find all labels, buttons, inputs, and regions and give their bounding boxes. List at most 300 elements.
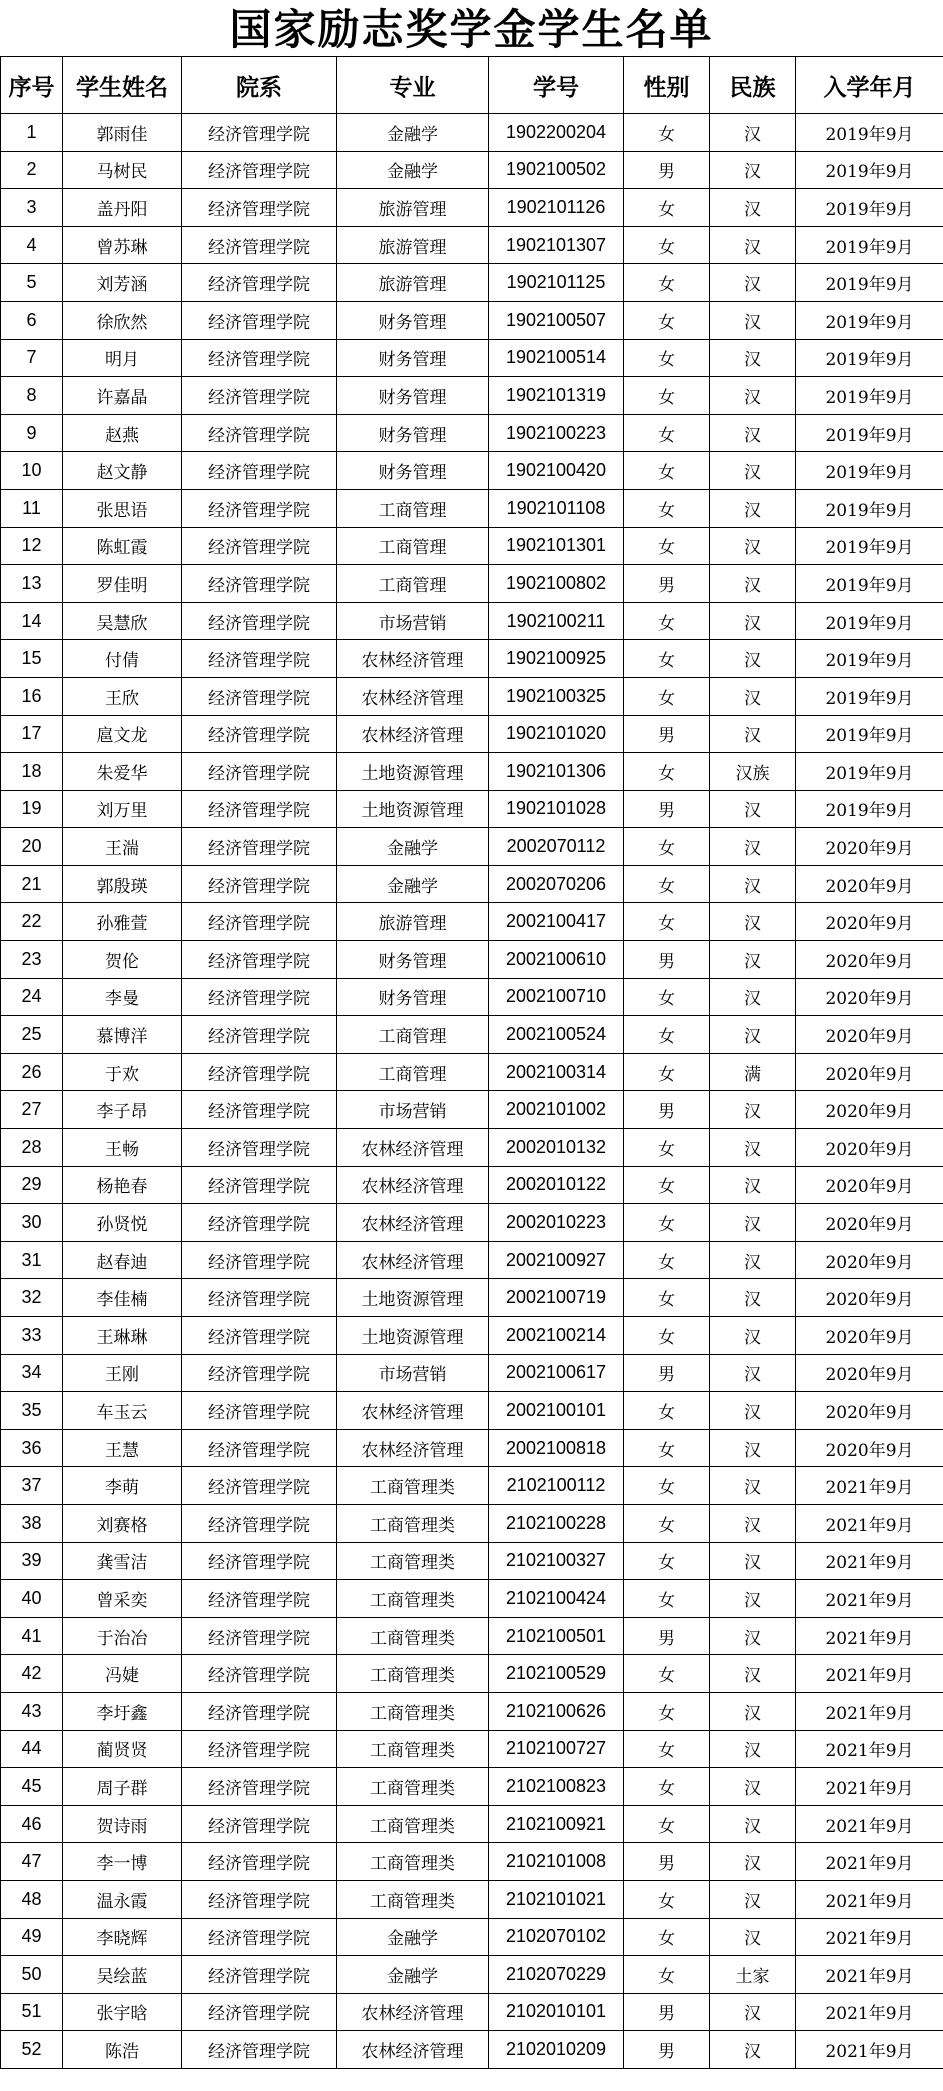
major-cell: 农林经济管理 xyxy=(337,1204,489,1242)
enrollment-date-cell: 2019年9月 xyxy=(796,565,943,603)
name-cell: 刘赛格 xyxy=(63,1504,182,1542)
name-cell: 曾采奕 xyxy=(63,1580,182,1618)
index-cell: 46 xyxy=(1,1805,63,1843)
ethnicity-cell: 汉 xyxy=(710,1993,796,2031)
gender-cell: 女 xyxy=(624,1504,710,1542)
name-cell: 徐欣然 xyxy=(63,301,182,339)
student-id-cell: 1902100211 xyxy=(489,602,624,640)
name-cell: 许嘉晶 xyxy=(63,377,182,415)
ethnicity-cell: 汉 xyxy=(710,414,796,452)
student-id-cell: 2102100727 xyxy=(489,1730,624,1768)
enrollment-date-cell: 2020年9月 xyxy=(796,1392,943,1430)
enrollment-date-cell: 2020年9月 xyxy=(796,865,943,903)
student-id-cell: 2002100524 xyxy=(489,1016,624,1054)
index-cell: 50 xyxy=(1,1956,63,1994)
table-row xyxy=(1,677,943,715)
table-row xyxy=(1,1580,943,1618)
gender-cell: 女 xyxy=(624,1542,710,1580)
index-cell: 49 xyxy=(1,1918,63,1956)
enrollment-date-cell: 2019年9月 xyxy=(796,753,943,791)
table-row xyxy=(1,1429,943,1467)
index-cell: 22 xyxy=(1,903,63,941)
student-id-cell: 1902101108 xyxy=(489,489,624,527)
index-cell: 34 xyxy=(1,1354,63,1392)
ethnicity-cell: 汉 xyxy=(710,602,796,640)
major-cell: 财务管理 xyxy=(337,452,489,490)
department-cell: 经济管理学院 xyxy=(182,790,337,828)
enrollment-date-cell: 2020年9月 xyxy=(796,1016,943,1054)
table-row xyxy=(1,1655,943,1693)
department-cell: 经济管理学院 xyxy=(182,1617,337,1655)
department-cell: 经济管理学院 xyxy=(182,377,337,415)
major-cell: 土地资源管理 xyxy=(337,1317,489,1355)
gender-cell: 女 xyxy=(624,1241,710,1279)
gender-cell: 女 xyxy=(624,1956,710,1994)
gender-cell: 女 xyxy=(624,414,710,452)
student-id-cell: 1902101319 xyxy=(489,377,624,415)
department-cell: 经济管理学院 xyxy=(182,1204,337,1242)
major-cell: 农林经济管理 xyxy=(337,677,489,715)
department-cell: 经济管理学院 xyxy=(182,226,337,264)
index-cell: 5 xyxy=(1,264,63,302)
ethnicity-cell: 汉 xyxy=(710,1580,796,1618)
major-cell: 农林经济管理 xyxy=(337,1166,489,1204)
department-cell: 经济管理学院 xyxy=(182,1091,337,1129)
index-cell: 38 xyxy=(1,1504,63,1542)
gender-cell: 女 xyxy=(624,1918,710,1956)
student-id-cell: 1902101306 xyxy=(489,753,624,791)
department-cell: 经济管理学院 xyxy=(182,865,337,903)
table-row xyxy=(1,1617,943,1655)
table-row xyxy=(1,1053,943,1091)
student-id-cell: 2002100617 xyxy=(489,1354,624,1392)
table-row xyxy=(1,865,943,903)
major-cell: 金融学 xyxy=(337,114,489,152)
index-cell: 26 xyxy=(1,1053,63,1091)
major-cell: 财务管理 xyxy=(337,377,489,415)
name-cell: 王欣 xyxy=(63,677,182,715)
ethnicity-cell: 汉 xyxy=(710,1843,796,1881)
table-row xyxy=(1,1016,943,1054)
student-id-cell: 2102070229 xyxy=(489,1956,624,1994)
index-cell: 18 xyxy=(1,753,63,791)
index-cell: 9 xyxy=(1,414,63,452)
student-id-cell: 2002100610 xyxy=(489,941,624,979)
ethnicity-cell: 汉 xyxy=(710,1354,796,1392)
major-cell: 农林经济管理 xyxy=(337,640,489,678)
enrollment-date-cell: 2020年9月 xyxy=(796,978,943,1016)
index-cell: 10 xyxy=(1,452,63,490)
index-cell: 16 xyxy=(1,677,63,715)
department-cell: 经济管理学院 xyxy=(182,1317,337,1355)
ethnicity-cell: 汉 xyxy=(710,1918,796,1956)
ethnicity-cell: 汉 xyxy=(710,1467,796,1505)
enrollment-date-cell: 2020年9月 xyxy=(796,903,943,941)
gender-cell: 女 xyxy=(624,1580,710,1618)
department-cell: 经济管理学院 xyxy=(182,189,337,227)
department-cell: 经济管理学院 xyxy=(182,828,337,866)
index-cell: 30 xyxy=(1,1204,63,1242)
ethnicity-cell: 汉 xyxy=(710,189,796,227)
ethnicity-cell: 汉 xyxy=(710,1392,796,1430)
department-cell: 经济管理学院 xyxy=(182,1392,337,1430)
department-cell: 经济管理学院 xyxy=(182,1918,337,1956)
gender-cell: 女 xyxy=(624,677,710,715)
major-cell: 工商管理类 xyxy=(337,1843,489,1881)
student-id-cell: 1902101125 xyxy=(489,264,624,302)
name-cell: 贺伦 xyxy=(63,941,182,979)
table-row xyxy=(1,1918,943,1956)
student-id-cell: 2102100501 xyxy=(489,1617,624,1655)
index-cell: 13 xyxy=(1,565,63,603)
gender-cell: 女 xyxy=(624,1317,710,1355)
enrollment-date-cell: 2021年9月 xyxy=(796,1956,943,1994)
name-cell: 郭殷瑛 xyxy=(63,865,182,903)
index-cell: 32 xyxy=(1,1279,63,1317)
name-cell: 付倩 xyxy=(63,640,182,678)
enrollment-date-cell: 2021年9月 xyxy=(796,2031,943,2069)
enrollment-date-cell: 2021年9月 xyxy=(796,1918,943,1956)
ethnicity-cell: 汉 xyxy=(710,1805,796,1843)
gender-cell: 女 xyxy=(624,753,710,791)
department-cell: 经济管理学院 xyxy=(182,903,337,941)
table-row xyxy=(1,753,943,791)
ethnicity-cell: 汉 xyxy=(710,1279,796,1317)
student-id-cell: 1902100802 xyxy=(489,565,624,603)
student-id-cell: 2002101002 xyxy=(489,1091,624,1129)
student-id-cell: 1902100925 xyxy=(489,640,624,678)
major-cell: 工商管理 xyxy=(337,489,489,527)
major-cell: 旅游管理 xyxy=(337,189,489,227)
name-cell: 周子群 xyxy=(63,1768,182,1806)
table-row xyxy=(1,151,943,189)
enrollment-date-cell: 2021年9月 xyxy=(796,1843,943,1881)
enrollment-date-cell: 2021年9月 xyxy=(796,1580,943,1618)
table-row xyxy=(1,1692,943,1730)
department-cell: 经济管理学院 xyxy=(182,339,337,377)
index-cell: 52 xyxy=(1,2031,63,2069)
student-id-cell: 2002100314 xyxy=(489,1053,624,1091)
student-id-cell: 2102100112 xyxy=(489,1467,624,1505)
enrollment-date-cell: 2021年9月 xyxy=(796,1617,943,1655)
department-cell: 经济管理学院 xyxy=(182,1542,337,1580)
enrollment-date-cell: 2020年9月 xyxy=(796,1091,943,1129)
gender-cell: 女 xyxy=(624,1880,710,1918)
major-cell: 旅游管理 xyxy=(337,226,489,264)
student-id-cell: 1902200204 xyxy=(489,114,624,152)
gender-cell: 女 xyxy=(624,640,710,678)
department-cell: 经济管理学院 xyxy=(182,527,337,565)
ethnicity-cell: 汉 xyxy=(710,1730,796,1768)
table-row xyxy=(1,1993,943,2031)
table-row xyxy=(1,1354,943,1392)
table-row xyxy=(1,1091,943,1129)
name-cell: 冯婕 xyxy=(63,1655,182,1693)
department-cell: 经济管理学院 xyxy=(182,941,337,979)
student-id-cell: 2102100228 xyxy=(489,1504,624,1542)
table-row xyxy=(1,1730,943,1768)
table-row xyxy=(1,640,943,678)
table-row xyxy=(1,1166,943,1204)
department-cell: 经济管理学院 xyxy=(182,565,337,603)
index-cell: 12 xyxy=(1,527,63,565)
department-cell: 经济管理学院 xyxy=(182,1692,337,1730)
enrollment-date-cell: 2019年9月 xyxy=(796,377,943,415)
ethnicity-cell: 汉 xyxy=(710,941,796,979)
gender-cell: 女 xyxy=(624,301,710,339)
gender-cell: 男 xyxy=(624,790,710,828)
ethnicity-cell: 汉 xyxy=(710,114,796,152)
ethnicity-cell: 汉 xyxy=(710,151,796,189)
gender-cell: 男 xyxy=(624,715,710,753)
department-cell: 经济管理学院 xyxy=(182,151,337,189)
ethnicity-cell: 汉 xyxy=(710,1429,796,1467)
name-cell: 车玉云 xyxy=(63,1392,182,1430)
student-id-cell: 2102010101 xyxy=(489,1993,624,2031)
student-id-cell: 1902101028 xyxy=(489,790,624,828)
name-cell: 李子昂 xyxy=(63,1091,182,1129)
name-cell: 王琳琳 xyxy=(63,1317,182,1355)
department-cell: 经济管理学院 xyxy=(182,753,337,791)
column-header-enrollment-date: 入学年月 xyxy=(796,57,943,114)
index-cell: 6 xyxy=(1,301,63,339)
student-id-cell: 2102100327 xyxy=(489,1542,624,1580)
table-row xyxy=(1,1768,943,1806)
major-cell: 农林经济管理 xyxy=(337,1129,489,1167)
ethnicity-cell: 汉 xyxy=(710,1768,796,1806)
index-cell: 39 xyxy=(1,1542,63,1580)
ethnicity-cell: 汉 xyxy=(710,1129,796,1167)
major-cell: 工商管理类 xyxy=(337,1730,489,1768)
enrollment-date-cell: 2021年9月 xyxy=(796,1880,943,1918)
major-cell: 工商管理类 xyxy=(337,1692,489,1730)
enrollment-date-cell: 2020年9月 xyxy=(796,1317,943,1355)
enrollment-date-cell: 2019年9月 xyxy=(796,715,943,753)
department-cell: 经济管理学院 xyxy=(182,1768,337,1806)
table-body xyxy=(1,114,943,2069)
student-id-cell: 2102010209 xyxy=(489,2031,624,2069)
name-cell: 王慧 xyxy=(63,1429,182,1467)
student-id-cell: 1902100420 xyxy=(489,452,624,490)
enrollment-date-cell: 2021年9月 xyxy=(796,1655,943,1693)
name-cell: 罗佳明 xyxy=(63,565,182,603)
name-cell: 于治冶 xyxy=(63,1617,182,1655)
enrollment-date-cell: 2019年9月 xyxy=(796,151,943,189)
gender-cell: 女 xyxy=(624,903,710,941)
name-cell: 于欢 xyxy=(63,1053,182,1091)
column-header-index: 序号 xyxy=(1,57,63,114)
index-cell: 4 xyxy=(1,226,63,264)
ethnicity-cell: 汉 xyxy=(710,903,796,941)
index-cell: 29 xyxy=(1,1166,63,1204)
ethnicity-cell: 土家 xyxy=(710,1956,796,1994)
enrollment-date-cell: 2020年9月 xyxy=(796,828,943,866)
index-cell: 35 xyxy=(1,1392,63,1430)
table-row xyxy=(1,527,943,565)
student-id-cell: 2102101021 xyxy=(489,1880,624,1918)
table-row xyxy=(1,1956,943,1994)
enrollment-date-cell: 2020年9月 xyxy=(796,1279,943,1317)
major-cell: 土地资源管理 xyxy=(337,1279,489,1317)
ethnicity-cell: 汉 xyxy=(710,264,796,302)
student-id-cell: 2002010122 xyxy=(489,1166,624,1204)
department-cell: 经济管理学院 xyxy=(182,978,337,1016)
name-cell: 赵春迪 xyxy=(63,1241,182,1279)
index-cell: 25 xyxy=(1,1016,63,1054)
column-header-major: 专业 xyxy=(337,57,489,114)
enrollment-date-cell: 2020年9月 xyxy=(796,941,943,979)
table-row xyxy=(1,602,943,640)
student-id-cell: 2002100818 xyxy=(489,1429,624,1467)
gender-cell: 男 xyxy=(624,1843,710,1881)
gender-cell: 女 xyxy=(624,1429,710,1467)
index-cell: 1 xyxy=(1,114,63,152)
gender-cell: 女 xyxy=(624,1730,710,1768)
ethnicity-cell: 汉 xyxy=(710,1655,796,1693)
gender-cell: 女 xyxy=(624,114,710,152)
gender-cell: 女 xyxy=(624,1692,710,1730)
gender-cell: 女 xyxy=(624,1655,710,1693)
enrollment-date-cell: 2020年9月 xyxy=(796,1166,943,1204)
ethnicity-cell: 汉 xyxy=(710,2031,796,2069)
major-cell: 财务管理 xyxy=(337,978,489,1016)
enrollment-date-cell: 2019年9月 xyxy=(796,264,943,302)
gender-cell: 女 xyxy=(624,1129,710,1167)
enrollment-date-cell: 2019年9月 xyxy=(796,452,943,490)
major-cell: 旅游管理 xyxy=(337,264,489,302)
enrollment-date-cell: 2019年9月 xyxy=(796,226,943,264)
student-id-cell: 2102101008 xyxy=(489,1843,624,1881)
table-header-row xyxy=(1,57,943,114)
enrollment-date-cell: 2021年9月 xyxy=(796,1692,943,1730)
enrollment-date-cell: 2019年9月 xyxy=(796,189,943,227)
ethnicity-cell: 汉 xyxy=(710,1692,796,1730)
gender-cell: 女 xyxy=(624,865,710,903)
table-row xyxy=(1,1317,943,1355)
name-cell: 张宇晗 xyxy=(63,1993,182,2031)
gender-cell: 男 xyxy=(624,565,710,603)
major-cell: 财务管理 xyxy=(337,941,489,979)
department-cell: 经济管理学院 xyxy=(182,677,337,715)
ethnicity-cell: 满 xyxy=(710,1053,796,1091)
department-cell: 经济管理学院 xyxy=(182,414,337,452)
major-cell: 工商管理 xyxy=(337,1053,489,1091)
student-id-cell: 2102100626 xyxy=(489,1692,624,1730)
student-id-cell: 1902100514 xyxy=(489,339,624,377)
table-row xyxy=(1,489,943,527)
ethnicity-cell: 汉 xyxy=(710,489,796,527)
gender-cell: 女 xyxy=(624,1166,710,1204)
gender-cell: 男 xyxy=(624,1354,710,1392)
table-row xyxy=(1,1542,943,1580)
gender-cell: 女 xyxy=(624,1392,710,1430)
enrollment-date-cell: 2019年9月 xyxy=(796,301,943,339)
index-cell: 20 xyxy=(1,828,63,866)
gender-cell: 女 xyxy=(624,828,710,866)
table-row xyxy=(1,452,943,490)
table-row xyxy=(1,1241,943,1279)
gender-cell: 女 xyxy=(624,226,710,264)
index-cell: 14 xyxy=(1,602,63,640)
gender-cell: 女 xyxy=(624,189,710,227)
ethnicity-cell: 汉 xyxy=(710,226,796,264)
name-cell: 吴绘蓝 xyxy=(63,1956,182,1994)
gender-cell: 男 xyxy=(624,941,710,979)
index-cell: 24 xyxy=(1,978,63,1016)
student-id-cell: 1902100325 xyxy=(489,677,624,715)
major-cell: 市场营销 xyxy=(337,602,489,640)
ethnicity-cell: 汉 xyxy=(710,1617,796,1655)
major-cell: 工商管理 xyxy=(337,565,489,603)
department-cell: 经济管理学院 xyxy=(182,1279,337,1317)
student-id-cell: 2002100417 xyxy=(489,903,624,941)
column-header-ethnicity: 民族 xyxy=(710,57,796,114)
index-cell: 23 xyxy=(1,941,63,979)
name-cell: 刘芳涵 xyxy=(63,264,182,302)
ethnicity-cell: 汉 xyxy=(710,640,796,678)
name-cell: 李晓辉 xyxy=(63,1918,182,1956)
table-row xyxy=(1,1204,943,1242)
major-cell: 工商管理类 xyxy=(337,1768,489,1806)
student-id-cell: 2002100719 xyxy=(489,1279,624,1317)
table-row xyxy=(1,264,943,302)
enrollment-date-cell: 2021年9月 xyxy=(796,1542,943,1580)
enrollment-date-cell: 2020年9月 xyxy=(796,1129,943,1167)
document-title: 国家励志奖学金学生名单 xyxy=(229,5,714,54)
department-cell: 经济管理学院 xyxy=(182,1504,337,1542)
major-cell: 农林经济管理 xyxy=(337,1392,489,1430)
major-cell: 工商管理 xyxy=(337,527,489,565)
column-header-name: 学生姓名 xyxy=(63,57,182,114)
column-header-gender: 性别 xyxy=(624,57,710,114)
student-id-cell: 1902101126 xyxy=(489,189,624,227)
index-cell: 27 xyxy=(1,1091,63,1129)
student-id-cell: 2002010132 xyxy=(489,1129,624,1167)
department-cell: 经济管理学院 xyxy=(182,301,337,339)
ethnicity-cell: 汉 xyxy=(710,978,796,1016)
name-cell: 蔺贤贤 xyxy=(63,1730,182,1768)
index-cell: 33 xyxy=(1,1317,63,1355)
index-cell: 48 xyxy=(1,1880,63,1918)
enrollment-date-cell: 2020年9月 xyxy=(796,1204,943,1242)
department-cell: 经济管理学院 xyxy=(182,1129,337,1167)
name-cell: 张思语 xyxy=(63,489,182,527)
ethnicity-cell: 汉 xyxy=(710,1166,796,1204)
table-row xyxy=(1,941,943,979)
enrollment-date-cell: 2021年9月 xyxy=(796,1768,943,1806)
enrollment-date-cell: 2020年9月 xyxy=(796,1241,943,1279)
department-cell: 经济管理学院 xyxy=(182,640,337,678)
index-cell: 28 xyxy=(1,1129,63,1167)
major-cell: 财务管理 xyxy=(337,414,489,452)
ethnicity-cell: 汉 xyxy=(710,301,796,339)
student-id-cell: 2102100921 xyxy=(489,1805,624,1843)
gender-cell: 女 xyxy=(624,1805,710,1843)
enrollment-date-cell: 2019年9月 xyxy=(796,414,943,452)
department-cell: 经济管理学院 xyxy=(182,1655,337,1693)
gender-cell: 女 xyxy=(624,489,710,527)
ethnicity-cell: 汉 xyxy=(710,1016,796,1054)
department-cell: 经济管理学院 xyxy=(182,602,337,640)
name-cell: 慕博洋 xyxy=(63,1016,182,1054)
name-cell: 李一博 xyxy=(63,1843,182,1881)
department-cell: 经济管理学院 xyxy=(182,1166,337,1204)
index-cell: 43 xyxy=(1,1692,63,1730)
column-header-department: 院系 xyxy=(182,57,337,114)
table-row xyxy=(1,715,943,753)
enrollment-date-cell: 2021年9月 xyxy=(796,1467,943,1505)
major-cell: 农林经济管理 xyxy=(337,715,489,753)
